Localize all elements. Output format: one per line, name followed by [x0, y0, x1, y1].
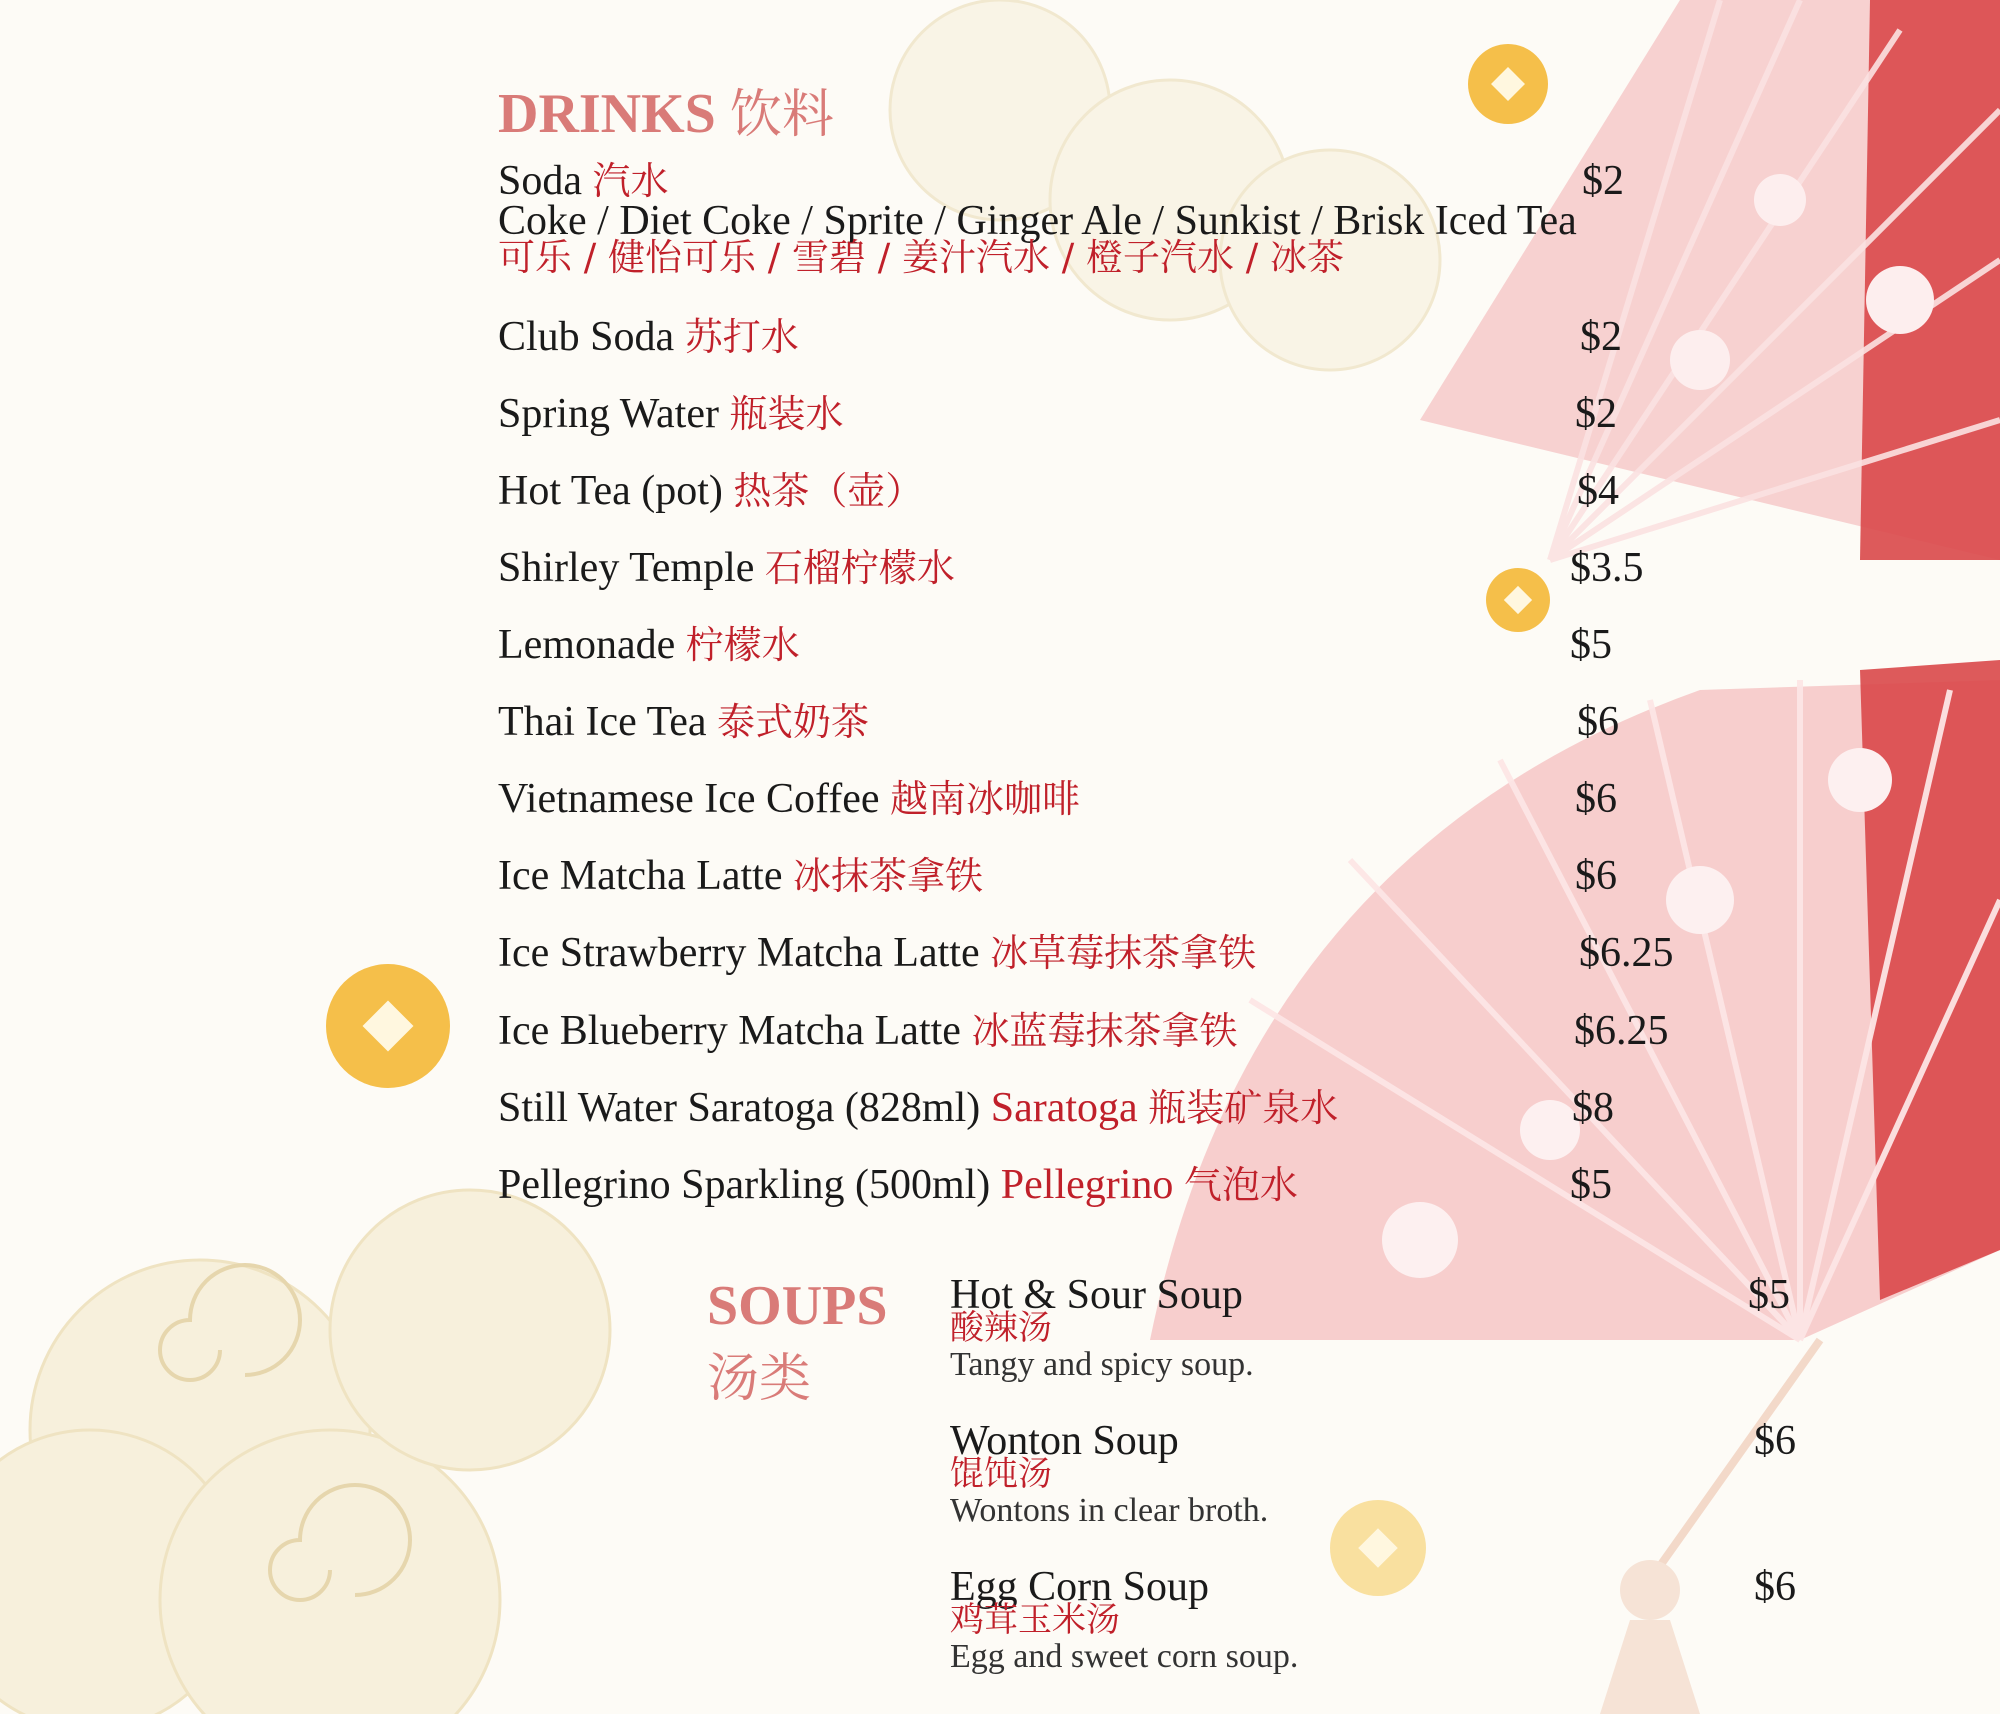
- soup-item-wonton: Wonton Soup: [950, 1418, 1179, 1464]
- drink-price-vietnamese-ice-coffee: $6: [1575, 776, 1617, 822]
- drink-price-thai-ice-tea: $6: [1577, 699, 1619, 745]
- drinks-heading-zh: 饮料: [729, 85, 834, 145]
- soup-zh-egg-corn: 鸡茸玉米汤: [950, 1600, 1120, 1640]
- drink-item-club-soda: Club Soda 苏打水: [498, 314, 799, 360]
- cloud-decoration: [0, 1190, 610, 1714]
- drink-price-ice-strawberry-matcha-latte: $6.25: [1579, 930, 1674, 976]
- soup-item-egg-corn: Egg Corn Soup: [950, 1564, 1210, 1610]
- drink-item-ice-matcha-latte: Ice Matcha Latte 冰抹茶拿铁: [498, 853, 983, 899]
- soup-price-wonton: $6: [1754, 1418, 1796, 1464]
- drink-item-soda: Soda 汽水: [498, 158, 669, 204]
- drinks-heading-en: DRINKS: [498, 83, 716, 145]
- drink-price-pellegrino-sparkling: $5: [1570, 1162, 1612, 1208]
- drink-price-still-water-saratoga: $8: [1572, 1085, 1614, 1131]
- drink-item-vietnamese-ice-coffee: Vietnamese Ice Coffee 越南冰咖啡: [498, 776, 1081, 822]
- drink-item-shirley-temple: Shirley Temple 石榴柠檬水: [498, 545, 955, 591]
- soups-heading-zh: 汤类: [707, 1349, 812, 1409]
- soup-price-egg-corn: $6: [1754, 1564, 1796, 1610]
- drink-price-shirley-temple: $3.5: [1570, 545, 1644, 591]
- soda-options-en: Coke / Diet Coke / Sprite / Ginger Ale / Sunkist / Brisk Iced Tea: [498, 198, 1577, 244]
- drink-price-spring-water: $2: [1575, 391, 1617, 437]
- soup-item-hot-sour: Hot & Sour Soup: [950, 1272, 1243, 1318]
- drink-item-pellegrino-sparkling: Pellegrino Sparkling (500ml) Pellegrino 气泡水: [498, 1162, 1298, 1208]
- soup-desc-egg-corn: Egg and sweet corn soup.: [950, 1638, 1299, 1675]
- drink-price-club-soda: $2: [1580, 314, 1622, 360]
- soup-desc-hot-sour: Tangy and spicy soup.: [950, 1346, 1254, 1383]
- soups-heading-en: SOUPS: [707, 1275, 888, 1337]
- drink-item-still-water-saratoga: Still Water Saratoga (828ml) Saratoga 瓶装矿泉水: [498, 1085, 1339, 1131]
- drink-price-lemonade: $5: [1570, 622, 1612, 668]
- drink-price-soda: $2: [1582, 158, 1624, 204]
- drink-item-hot-tea: Hot Tea (pot) 热茶（壶）: [498, 468, 924, 514]
- soup-desc-wonton: Wontons in clear broth.: [950, 1492, 1269, 1529]
- drink-item-ice-blueberry-matcha-latte: Ice Blueberry Matcha Latte 冰蓝莓抹茶拿铁: [498, 1008, 1238, 1054]
- soda-options-zh: 可乐 / 健怡可乐 / 雪碧 / 姜汁汽水 / 橙子汽水 / 冰茶: [498, 236, 1344, 279]
- drink-item-lemonade: Lemonade 柠檬水: [498, 622, 800, 668]
- soup-price-hot-sour: $5: [1748, 1272, 1790, 1318]
- soup-zh-hot-sour: 酸辣汤: [950, 1308, 1052, 1348]
- drink-price-hot-tea: $4: [1577, 468, 1619, 514]
- soup-zh-wonton: 馄饨汤: [950, 1454, 1052, 1494]
- drinks-heading: [498, 72, 834, 147]
- cloud-decoration-top: [890, 0, 1440, 370]
- drink-price-ice-blueberry-matcha-latte: $6.25: [1574, 1008, 1669, 1054]
- drink-item-ice-strawberry-matcha-latte: Ice Strawberry Matcha Latte 冰草莓抹茶拿铁: [498, 930, 1257, 976]
- drink-item-spring-water: Spring Water 瓶装水: [498, 391, 844, 437]
- drink-price-ice-matcha-latte: $6: [1575, 853, 1617, 899]
- drink-item-thai-ice-tea: Thai Ice Tea 泰式奶茶: [498, 699, 869, 745]
